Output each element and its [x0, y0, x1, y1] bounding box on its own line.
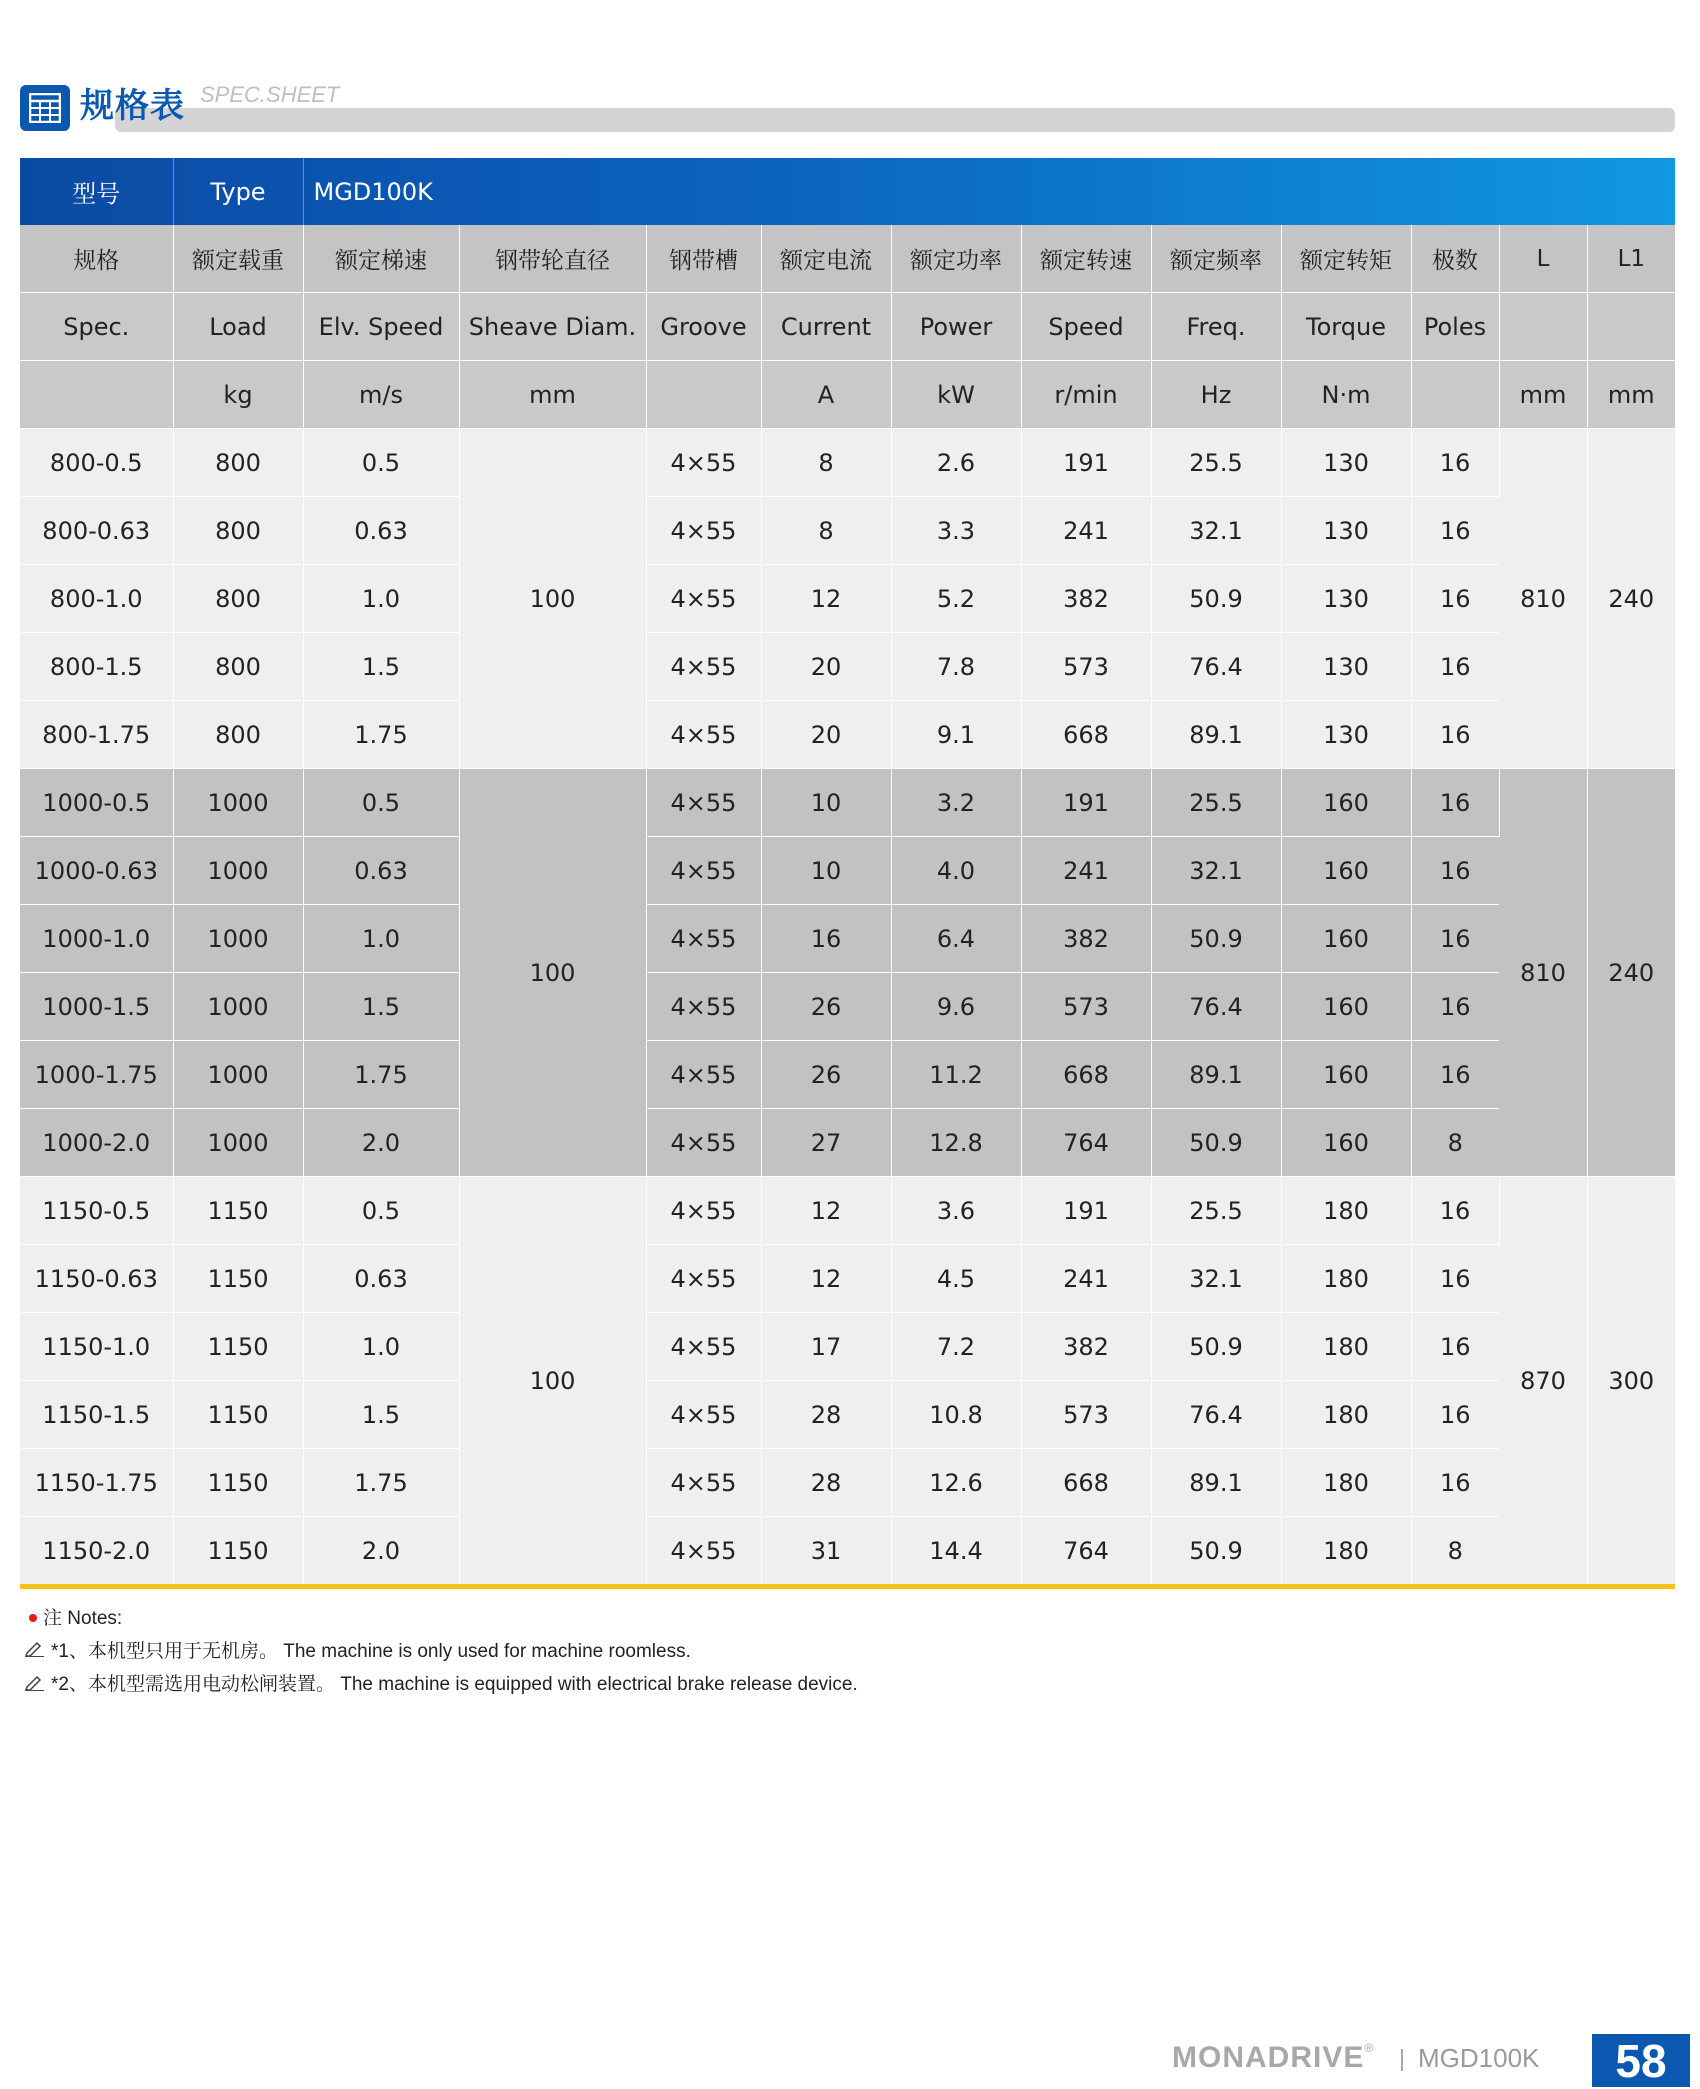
- cell-speed: 2.0: [303, 1109, 459, 1177]
- header-cell-unit: Hz: [1151, 361, 1281, 429]
- cell-groove: 4×55: [646, 565, 761, 633]
- footer-model: MGD100K: [1418, 2043, 1540, 2073]
- cell-current: 26: [761, 973, 891, 1041]
- cell-rpm: 241: [1021, 837, 1151, 905]
- cell-power: 12.6: [891, 1449, 1021, 1517]
- cell-spec: 800-1.5: [20, 633, 173, 701]
- cell-poles: 16: [1411, 973, 1499, 1041]
- bullet-dot-icon: [29, 1614, 37, 1622]
- cell-poles: 16: [1411, 633, 1499, 701]
- cell-groove: 4×55: [646, 1041, 761, 1109]
- note-item: *1、本机型只用于无机房。 The machine is only used for machine roomless.: [25, 1635, 858, 1668]
- length-L1-cell: 240: [1587, 769, 1675, 1177]
- cell-torque: 130: [1281, 633, 1411, 701]
- cell-rpm: 668: [1021, 701, 1151, 769]
- cell-spec: 800-1.75: [20, 701, 173, 769]
- header-cell-en: Poles: [1411, 293, 1499, 361]
- cell-speed: 0.5: [303, 769, 459, 837]
- cell-spec: 1150-0.5: [20, 1177, 173, 1245]
- cell-speed: 1.75: [303, 1041, 459, 1109]
- cell-groove: 4×55: [646, 1109, 761, 1177]
- header-cell-unit: mm: [459, 361, 646, 429]
- cell-rpm: 241: [1021, 1245, 1151, 1313]
- cell-torque: 180: [1281, 1517, 1411, 1585]
- cell-poles: 16: [1411, 769, 1499, 837]
- cell-power: 11.2: [891, 1041, 1021, 1109]
- cell-speed: 1.0: [303, 1313, 459, 1381]
- cell-rpm: 668: [1021, 1449, 1151, 1517]
- cell-groove: 4×55: [646, 1313, 761, 1381]
- cell-torque: 130: [1281, 565, 1411, 633]
- cell-current: 8: [761, 429, 891, 497]
- cell-load: 800: [173, 701, 303, 769]
- cell-load: 800: [173, 565, 303, 633]
- header-cell-unit: mm: [1587, 361, 1675, 429]
- cell-spec: 1150-2.0: [20, 1517, 173, 1585]
- sheave-diameter-cell: 100: [459, 1177, 646, 1585]
- cell-speed: 1.75: [303, 701, 459, 769]
- header-cell-cn: 额定频率: [1151, 225, 1281, 293]
- cell-current: 12: [761, 565, 891, 633]
- header-cell-cn: L1: [1587, 225, 1675, 293]
- table-row: [20, 1313, 1675, 1381]
- length-L1-cell: 300: [1587, 1177, 1675, 1585]
- header-cell-cn: 钢带轮直径: [459, 225, 646, 293]
- cell-speed: 0.5: [303, 1177, 459, 1245]
- header-cell-cn: 钢带槽: [646, 225, 761, 293]
- table-row: [20, 905, 1675, 973]
- cell-groove: 4×55: [646, 1381, 761, 1449]
- cell-poles: 16: [1411, 1313, 1499, 1381]
- cell-spec: 800-1.0: [20, 565, 173, 633]
- cell-rpm: 668: [1021, 1041, 1151, 1109]
- cell-freq: 76.4: [1151, 1381, 1281, 1449]
- cell-freq: 89.1: [1151, 701, 1281, 769]
- table-bottom-rule: [20, 1584, 1675, 1589]
- cell-power: 4.5: [891, 1245, 1021, 1313]
- header-row-en: [20, 293, 1675, 361]
- cell-torque: 180: [1281, 1381, 1411, 1449]
- table-row: [20, 1449, 1675, 1517]
- cell-groove: 4×55: [646, 429, 761, 497]
- cell-current: 10: [761, 837, 891, 905]
- cell-spec: 1150-0.63: [20, 1245, 173, 1313]
- header-cell-en: Spec.: [20, 293, 173, 361]
- cell-torque: 160: [1281, 1041, 1411, 1109]
- spec-table: [20, 158, 1675, 1585]
- header-cell-en: [1587, 293, 1675, 361]
- cell-groove: 4×55: [646, 905, 761, 973]
- header-cell-en: Sheave Diam.: [459, 293, 646, 361]
- cell-groove: 4×55: [646, 497, 761, 565]
- header-cell-en: Elv. Speed: [303, 293, 459, 361]
- table-row: [20, 701, 1675, 769]
- cell-freq: 25.5: [1151, 429, 1281, 497]
- cell-load: 1150: [173, 1449, 303, 1517]
- cell-poles: 16: [1411, 1245, 1499, 1313]
- cell-speed: 0.63: [303, 1245, 459, 1313]
- cell-freq: 25.5: [1151, 1177, 1281, 1245]
- length-L-cell: 810: [1499, 429, 1587, 769]
- header-cell-unit: A: [761, 361, 891, 429]
- table-row: [20, 837, 1675, 905]
- cell-load: 1000: [173, 973, 303, 1041]
- header-cell-unit: [646, 361, 761, 429]
- header-cell-cn: 额定功率: [891, 225, 1021, 293]
- cell-rpm: 382: [1021, 565, 1151, 633]
- cell-power: 2.6: [891, 429, 1021, 497]
- cell-power: 3.6: [891, 1177, 1021, 1245]
- cell-current: 28: [761, 1381, 891, 1449]
- cell-freq: 89.1: [1151, 1041, 1281, 1109]
- cell-poles: 16: [1411, 497, 1499, 565]
- table-row: [20, 973, 1675, 1041]
- cell-power: 6.4: [891, 905, 1021, 973]
- cell-current: 8: [761, 497, 891, 565]
- cell-freq: 32.1: [1151, 497, 1281, 565]
- cell-rpm: 764: [1021, 1109, 1151, 1177]
- cell-load: 1000: [173, 905, 303, 973]
- cell-groove: 4×55: [646, 701, 761, 769]
- cell-current: 12: [761, 1245, 891, 1313]
- header-cell-unit: kW: [891, 361, 1021, 429]
- cell-torque: 160: [1281, 1109, 1411, 1177]
- cell-spec: 800-0.63: [20, 497, 173, 565]
- header-cell-unit: N·m: [1281, 361, 1411, 429]
- cell-groove: 4×55: [646, 1177, 761, 1245]
- page-subtitle: SPEC.SHEET: [200, 82, 340, 107]
- cell-rpm: 382: [1021, 1313, 1151, 1381]
- table-row: [20, 497, 1675, 565]
- header-row-units: [20, 361, 1675, 429]
- cell-power: 12.8: [891, 1109, 1021, 1177]
- cell-load: 1150: [173, 1177, 303, 1245]
- cell-spec: 1000-0.63: [20, 837, 173, 905]
- model-label-cn: 型号: [20, 158, 173, 225]
- cell-poles: 16: [1411, 1381, 1499, 1449]
- cell-current: 20: [761, 633, 891, 701]
- cell-speed: 0.5: [303, 429, 459, 497]
- length-L-cell: 870: [1499, 1177, 1587, 1585]
- model-label-en: Type: [173, 158, 303, 225]
- header-bar: [115, 108, 1675, 132]
- footer-separator: [1401, 2049, 1403, 2071]
- cell-torque: 160: [1281, 905, 1411, 973]
- cell-current: 17: [761, 1313, 891, 1381]
- table-icon: [20, 85, 70, 131]
- cell-power: 9.6: [891, 973, 1021, 1041]
- cell-torque: 180: [1281, 1177, 1411, 1245]
- cell-power: 14.4: [891, 1517, 1021, 1585]
- cell-groove: 4×55: [646, 1245, 761, 1313]
- header-cell-unit: mm: [1499, 361, 1587, 429]
- header-cell-cn: 额定转矩: [1281, 225, 1411, 293]
- model-value: MGD100K: [313, 177, 433, 206]
- cell-poles: 16: [1411, 565, 1499, 633]
- cell-spec: 800-0.5: [20, 429, 173, 497]
- cell-torque: 130: [1281, 429, 1411, 497]
- header-cell-en: Power: [891, 293, 1021, 361]
- cell-speed: 0.63: [303, 837, 459, 905]
- cell-spec: 1000-0.5: [20, 769, 173, 837]
- cell-load: 1150: [173, 1381, 303, 1449]
- cell-speed: 2.0: [303, 1517, 459, 1585]
- header-cell-unit: kg: [173, 361, 303, 429]
- cell-load: 1150: [173, 1517, 303, 1585]
- table-row: [20, 1177, 1675, 1245]
- cell-poles: 16: [1411, 905, 1499, 973]
- header-cell-en: Groove: [646, 293, 761, 361]
- cell-power: 4.0: [891, 837, 1021, 905]
- page-number: 58: [1592, 2034, 1690, 2087]
- notes-title: 注 Notes:: [25, 1602, 858, 1635]
- table-row: [20, 1041, 1675, 1109]
- cell-rpm: 573: [1021, 1381, 1151, 1449]
- cell-groove: 4×55: [646, 1449, 761, 1517]
- cell-freq: 25.5: [1151, 769, 1281, 837]
- notes: [25, 1602, 858, 1702]
- cell-speed: 1.5: [303, 1381, 459, 1449]
- cell-freq: 50.9: [1151, 905, 1281, 973]
- cell-load: 1000: [173, 1041, 303, 1109]
- cell-speed: 1.5: [303, 633, 459, 701]
- table-row: [20, 769, 1675, 837]
- cell-speed: 1.0: [303, 565, 459, 633]
- cell-groove: 4×55: [646, 1517, 761, 1585]
- cell-power: 9.1: [891, 701, 1021, 769]
- cell-freq: 50.9: [1151, 1109, 1281, 1177]
- cell-rpm: 573: [1021, 633, 1151, 701]
- header-cell-unit: [1411, 361, 1499, 429]
- header-cell-en: Torque: [1281, 293, 1411, 361]
- cell-current: 12: [761, 1177, 891, 1245]
- cell-load: 800: [173, 429, 303, 497]
- cell-freq: 50.9: [1151, 565, 1281, 633]
- table-row: [20, 1245, 1675, 1313]
- sheave-diameter-cell: 100: [459, 769, 646, 1177]
- cell-spec: 1000-2.0: [20, 1109, 173, 1177]
- header-row-cn: [20, 225, 1675, 293]
- cell-load: 1150: [173, 1313, 303, 1381]
- header-cell-cn: 极数: [1411, 225, 1499, 293]
- cell-torque: 180: [1281, 1245, 1411, 1313]
- cell-current: 31: [761, 1517, 891, 1585]
- cell-power: 10.8: [891, 1381, 1021, 1449]
- note-item: *2、本机型需选用电动松闸装置。 The machine is equipped with electrical brake release device.: [25, 1668, 858, 1701]
- cell-rpm: 191: [1021, 429, 1151, 497]
- cell-rpm: 764: [1021, 1517, 1151, 1585]
- cell-power: 3.3: [891, 497, 1021, 565]
- header-cell-en: Freq.: [1151, 293, 1281, 361]
- cell-speed: 1.5: [303, 973, 459, 1041]
- model-row: [20, 158, 1675, 225]
- cell-torque: 130: [1281, 701, 1411, 769]
- cell-current: 26: [761, 1041, 891, 1109]
- header-cell-en: Load: [173, 293, 303, 361]
- cell-spec: 1000-1.75: [20, 1041, 173, 1109]
- cell-torque: 160: [1281, 769, 1411, 837]
- cell-freq: 32.1: [1151, 1245, 1281, 1313]
- footer-brand: MONADRIVE®: [1172, 2041, 1375, 2074]
- cell-spec: 1150-1.75: [20, 1449, 173, 1517]
- length-L-cell: 810: [1499, 769, 1587, 1177]
- cell-power: 7.2: [891, 1313, 1021, 1381]
- cell-freq: 89.1: [1151, 1449, 1281, 1517]
- cell-rpm: 191: [1021, 769, 1151, 837]
- cell-power: 3.2: [891, 769, 1021, 837]
- cell-poles: 16: [1411, 1449, 1499, 1517]
- cell-spec: 1000-1.5: [20, 973, 173, 1041]
- header-cell-en: Speed: [1021, 293, 1151, 361]
- cell-poles: 16: [1411, 837, 1499, 905]
- cell-freq: 76.4: [1151, 973, 1281, 1041]
- header-cell-en: [1499, 293, 1587, 361]
- table-row: [20, 633, 1675, 701]
- sheave-diameter-cell: 100: [459, 429, 646, 769]
- header-cell-cn: 额定电流: [761, 225, 891, 293]
- header-cell-unit: r/min: [1021, 361, 1151, 429]
- page-title: 规格表: [80, 86, 185, 126]
- cell-load: 1150: [173, 1245, 303, 1313]
- cell-torque: 130: [1281, 497, 1411, 565]
- cell-current: 10: [761, 769, 891, 837]
- cell-torque: 180: [1281, 1449, 1411, 1517]
- cell-rpm: 191: [1021, 1177, 1151, 1245]
- cell-power: 7.8: [891, 633, 1021, 701]
- cell-spec: 1150-1.5: [20, 1381, 173, 1449]
- table-row: [20, 565, 1675, 633]
- cell-rpm: 382: [1021, 905, 1151, 973]
- cell-poles: 8: [1411, 1109, 1499, 1177]
- cell-poles: 16: [1411, 701, 1499, 769]
- cell-power: 5.2: [891, 565, 1021, 633]
- header-cell-unit: [20, 361, 173, 429]
- cell-poles: 16: [1411, 1041, 1499, 1109]
- header-cell-cn: L: [1499, 225, 1587, 293]
- cell-spec: 1150-1.0: [20, 1313, 173, 1381]
- header-cell-cn: 额定载重: [173, 225, 303, 293]
- cell-current: 16: [761, 905, 891, 973]
- cell-freq: 50.9: [1151, 1517, 1281, 1585]
- cell-rpm: 573: [1021, 973, 1151, 1041]
- cell-torque: 160: [1281, 837, 1411, 905]
- cell-poles: 16: [1411, 1177, 1499, 1245]
- pencil-icon: [25, 1635, 47, 1668]
- cell-speed: 1.0: [303, 905, 459, 973]
- cell-load: 800: [173, 497, 303, 565]
- table-row: [20, 1109, 1675, 1177]
- pencil-icon: [25, 1669, 47, 1702]
- header-cell-cn: 额定梯速: [303, 225, 459, 293]
- header-cell-cn: 规格: [20, 225, 173, 293]
- table-body: [20, 429, 1675, 1585]
- cell-rpm: 241: [1021, 497, 1151, 565]
- cell-groove: 4×55: [646, 837, 761, 905]
- cell-groove: 4×55: [646, 973, 761, 1041]
- header-cell-en: Current: [761, 293, 891, 361]
- cell-current: 20: [761, 701, 891, 769]
- cell-spec: 1000-1.0: [20, 905, 173, 973]
- table-row: [20, 1517, 1675, 1585]
- cell-load: 1000: [173, 769, 303, 837]
- cell-load: 1000: [173, 1109, 303, 1177]
- header-cell-unit: m/s: [303, 361, 459, 429]
- cell-groove: 4×55: [646, 633, 761, 701]
- cell-speed: 0.63: [303, 497, 459, 565]
- cell-groove: 4×55: [646, 769, 761, 837]
- cell-poles: 16: [1411, 429, 1499, 497]
- table-row: [20, 429, 1675, 497]
- cell-poles: 8: [1411, 1517, 1499, 1585]
- cell-current: 28: [761, 1449, 891, 1517]
- cell-torque: 160: [1281, 973, 1411, 1041]
- header-cell-cn: 额定转速: [1021, 225, 1151, 293]
- length-L1-cell: 240: [1587, 429, 1675, 769]
- cell-freq: 50.9: [1151, 1313, 1281, 1381]
- cell-torque: 180: [1281, 1313, 1411, 1381]
- table-row: [20, 1381, 1675, 1449]
- cell-speed: 1.75: [303, 1449, 459, 1517]
- cell-load: 1000: [173, 837, 303, 905]
- cell-current: 27: [761, 1109, 891, 1177]
- cell-freq: 32.1: [1151, 837, 1281, 905]
- cell-freq: 76.4: [1151, 633, 1281, 701]
- cell-load: 800: [173, 633, 303, 701]
